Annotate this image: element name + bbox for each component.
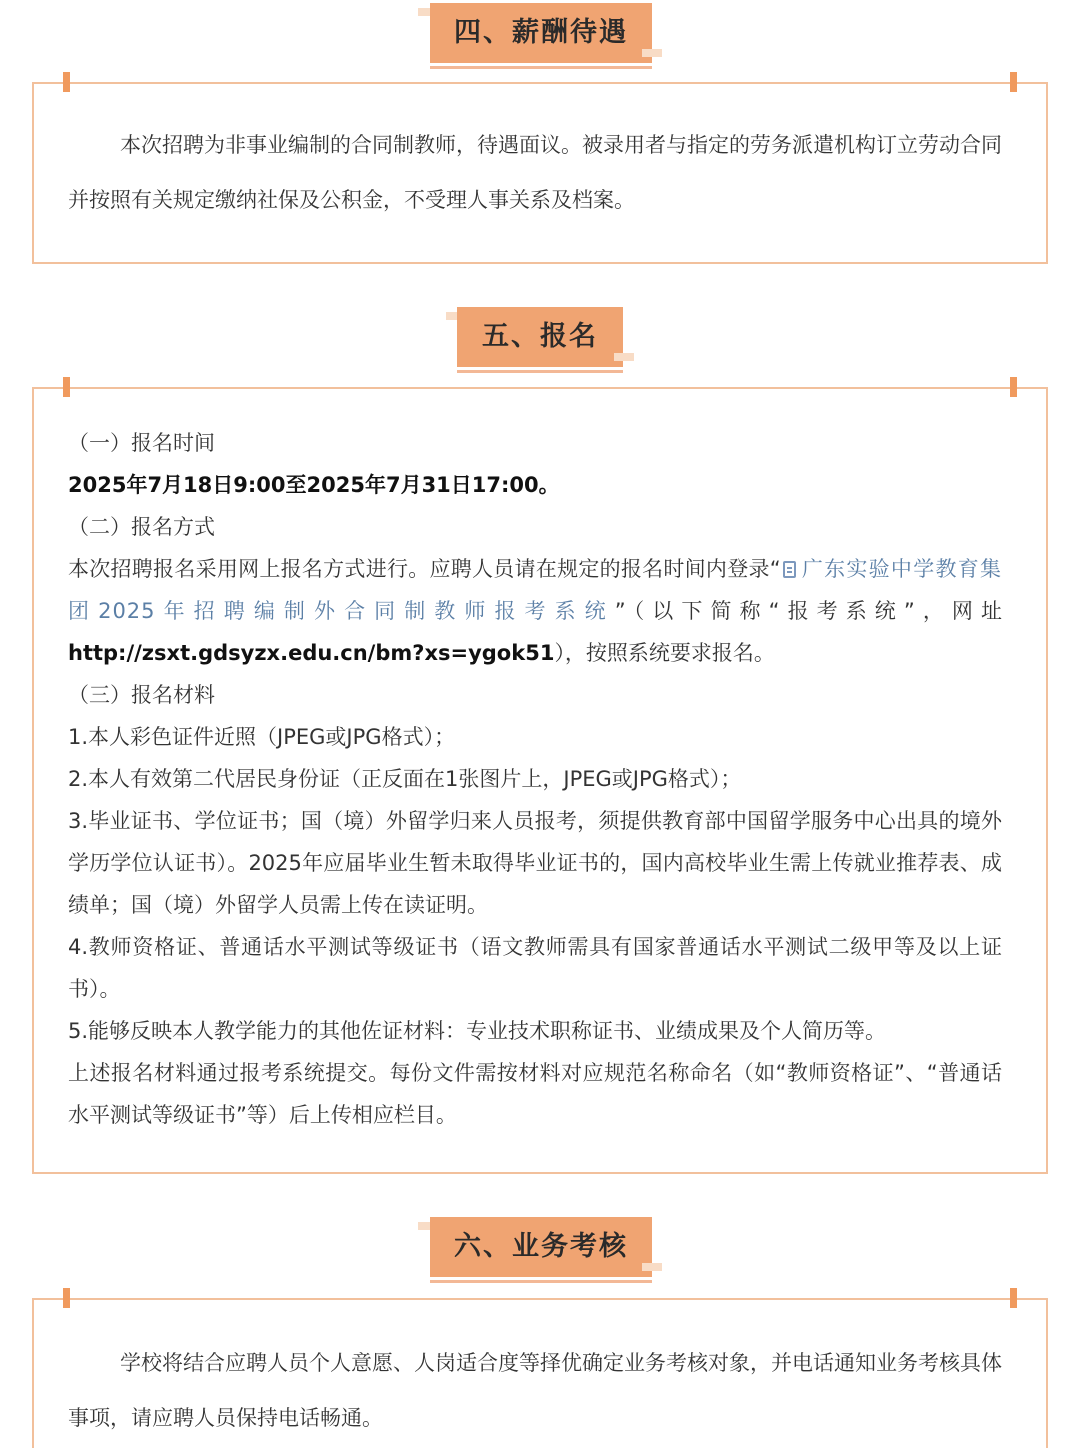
section-title-registration bbox=[0, 307, 1080, 387]
method-paragraph bbox=[68, 548, 1002, 674]
materials-heading: （三）报名材料 bbox=[68, 683, 215, 707]
material-item-4: 4.教师资格证、普通话水平测试等级证书（语文教师需具有国家普通话水平测试二级甲等及以上证书）。 bbox=[68, 935, 1002, 1001]
section-title-assessment bbox=[0, 1217, 1080, 1297]
title-underline bbox=[430, 1280, 652, 1283]
box-corner-marker bbox=[63, 72, 70, 92]
section-title-badge: 六、业务考核 bbox=[430, 1217, 652, 1277]
document-icon bbox=[783, 561, 796, 578]
material-item-2: 2.本人有效第二代居民身份证（正反面在1张图片上，JPEG或JPG格式）； bbox=[68, 767, 742, 791]
box-corner-marker bbox=[63, 1288, 70, 1308]
registration-url[interactable]: http://zsxt.gdsyzx.edu.cn/bm?xs=ygok51 bbox=[68, 641, 555, 665]
submission-note: 上述报名材料通过报考系统提交。每份文件需按材料对应规范名称命名（如“教师资格证”、“普通话水平测试等级证书”等）后上传相应栏目。 bbox=[68, 1061, 1002, 1127]
section-box-registration bbox=[32, 387, 1048, 1174]
title-underline bbox=[457, 370, 623, 373]
section-box-assessment bbox=[32, 1298, 1048, 1448]
section-title-badge: 五、报名 bbox=[457, 307, 623, 367]
material-item-5: 5.能够反映本人教学能力的其他佐证材料：专业技术职称证书、业绩成果及个人简历等。 bbox=[68, 1019, 887, 1043]
box-corner-marker bbox=[1010, 72, 1017, 92]
section-title-salary bbox=[0, 3, 1080, 83]
method-text-before: 本次招聘报名采用网上报名方式进行。应聘人员请在规定的报名时间内登录“ bbox=[68, 557, 781, 581]
registration-content bbox=[68, 422, 1002, 1136]
box-corner-marker bbox=[1010, 1288, 1017, 1308]
title-decoration bbox=[642, 49, 662, 57]
title-decoration bbox=[614, 353, 634, 361]
time-heading: （一）报名时间 bbox=[68, 431, 215, 455]
material-item-1: 1.本人彩色证件近照（JPEG或JPG格式）； bbox=[68, 725, 456, 749]
assessment-paragraph: 学校将结合应聘人员个人意愿、人岗适合度等择优确定业务考核对象，并电话通知业务考核具体事项，请应聘人员保持电话畅通。 bbox=[68, 1351, 1002, 1430]
section-title-badge: 四、薪酬待遇 bbox=[430, 3, 652, 63]
method-text-middle: ”（以下简称“报考系统”，网址 bbox=[614, 599, 1002, 623]
method-text-after: ），按照系统要求报名。 bbox=[554, 641, 775, 665]
title-decoration bbox=[642, 1263, 662, 1271]
title-underline bbox=[430, 66, 652, 69]
registration-system-link[interactable]: 广东实验中学教育集团2025年招聘编制外合同制教师报考系统 bbox=[68, 557, 1002, 623]
box-corner-marker bbox=[63, 377, 70, 397]
salary-paragraph: 本次招聘为非事业编制的合同制教师，待遇面议。被录用者与指定的劳务派遣机构订立劳动合同并按照有关规定缴纳社保及公积金，不受理人事关系及档案。 bbox=[68, 133, 1002, 212]
section-box-salary bbox=[32, 82, 1048, 264]
method-heading: （二）报名方式 bbox=[68, 515, 215, 539]
time-value: 2025年7月18日9:00至2025年7月31日17:00。 bbox=[68, 473, 560, 497]
box-corner-marker bbox=[1010, 377, 1017, 397]
material-item-3: 3.毕业证书、学位证书；国（境）外留学归来人员报考，须提供教育部中国留学服务中心出具的境外学历学位认证书）。2025年应届毕业生暂未取得毕业证书的，国内高校毕业生需上传就业推荐表、成绩单；国（境）外留学人员需上传在读证明。 bbox=[68, 809, 1002, 917]
